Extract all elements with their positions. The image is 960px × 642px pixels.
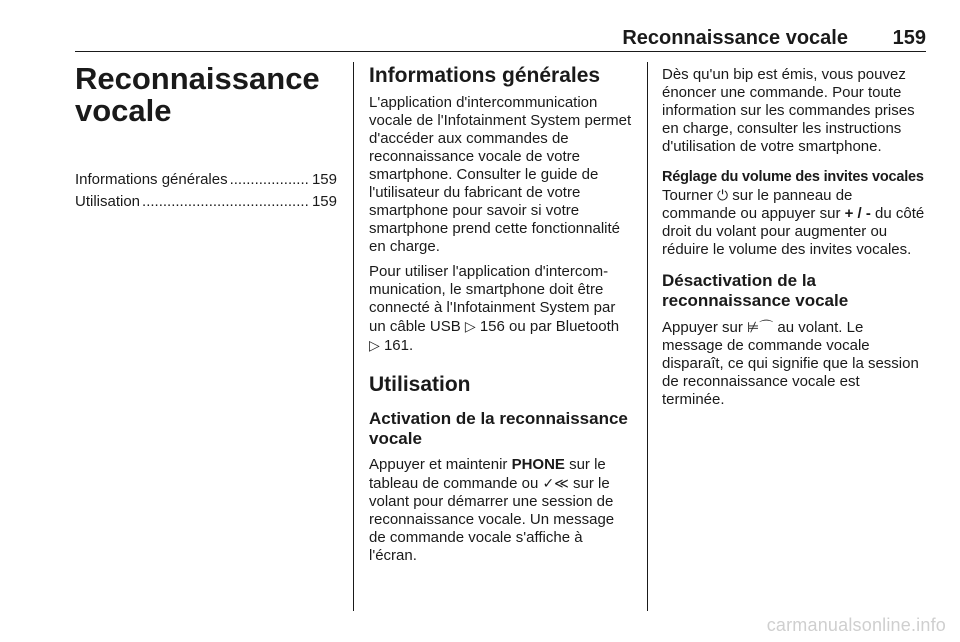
- heading-volume: Réglage du volume des invites vocales: [662, 169, 924, 185]
- header-divider: [75, 51, 926, 52]
- paragraph-connection: Pour utiliser l'application d'intercommunication, le smartphone doit être connecté à l'Infotainment System par un câble USB ▷ 156 ou par Bluetooth ▷ 161.: [369, 263, 620, 354]
- paragraph-intro: L'application d'intercommunication vocale de l'Infotainment System permet d'accéder aux commandes de reconnaissance vocale de votre smartphone. Consulter le guide de l'utilisateur du fabricant de votre smartphone pour savoir si votre smartphone prend cette fonctionnalité en charge.: [369, 94, 632, 255]
- xref-arrow-icon: ▷: [464, 318, 476, 334]
- column-divider-2: [647, 62, 648, 611]
- toc-entry-usage[interactable]: Utilisation ..... 159: [75, 191, 337, 213]
- content-column-2: [369, 64, 634, 572]
- paragraph-deactivation: Appuyer sur ⊭⌒ au volant. Le message de commande vocale disparaît, ce qui signifie que la session de reconnaissance vocale est terminée.: [662, 319, 919, 408]
- running-header-title: Reconnaissance vocale: [622, 27, 848, 49]
- heading-deactivation: Désactivation de la reconnaissance vocale: [662, 271, 849, 310]
- toc-leader: [142, 191, 310, 213]
- paragraph-activation: Appuyer et maintenir PHONE sur le tableau de commande ou ✓≪ sur le volant pour démarrer une session de reconnaissance vocale. Un message de commande vocale s'affiche à l'écran.: [369, 456, 615, 564]
- watermark: carmanualsonline.info: [766, 615, 946, 635]
- paragraph-volume: Tourner ⏻ sur le panneau de commande ou appuyer sur + / - du côté droit du volant pour augmenter ou réduire le volume des invites vocales.: [662, 187, 925, 258]
- hang-up-icon: ⊭⌒: [747, 319, 774, 335]
- chapter-column: [75, 63, 337, 213]
- heading-general-info: Informations générales: [369, 64, 601, 87]
- page-ref-161[interactable]: 161.: [383, 337, 414, 354]
- heading-usage: Utilisation: [369, 373, 471, 396]
- heading-activation: Activation de la reconnaissance vocale: [369, 409, 628, 448]
- xref-arrow-icon: ▷: [369, 337, 380, 353]
- toc-leader: [230, 169, 310, 191]
- content-column-3: [662, 66, 926, 416]
- chapter-title: Reconnaissance vocale: [75, 61, 320, 128]
- phone-key-label: PHONE: [511, 456, 565, 473]
- page-ref-156[interactable]: 156: [479, 318, 505, 335]
- voice-command-icon: ✓≪: [542, 475, 569, 491]
- paragraph-beep: Dès qu'un bip est émis, vous pouvez énoncer une commande. Pour toute information sur les commandes prises en charge, consulter les instructions d'utilisation de votre smartphone.: [662, 66, 915, 155]
- power-knob-icon: ⏻: [717, 187, 729, 203]
- page-number: 159: [892, 27, 926, 49]
- column-divider-1: [353, 62, 354, 611]
- toc-entry-general[interactable]: Informations générales ..... 159: [75, 169, 337, 191]
- plus-minus-keys: + / -: [844, 205, 871, 222]
